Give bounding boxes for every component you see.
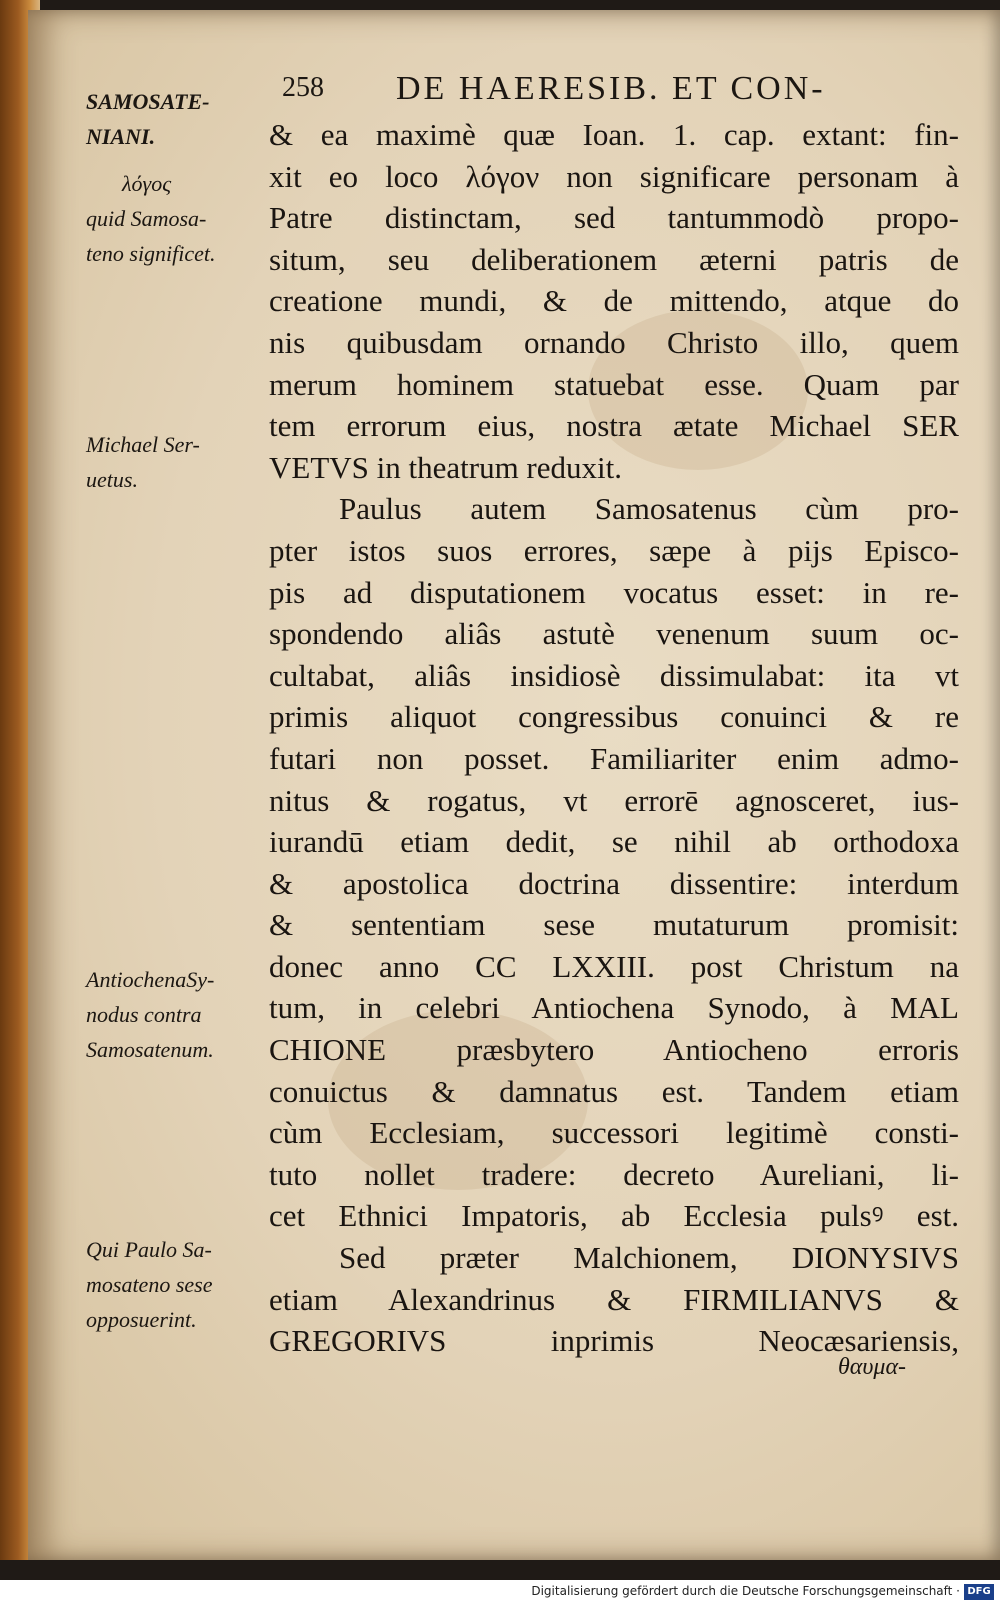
margin-note-line: Michael Ser- (86, 432, 200, 457)
text-line: etiam Alexandrinus & FIRMILIANVS & (269, 1281, 959, 1317)
text-line: CHIONE præsbytero Antiocheno erroris (269, 1032, 959, 1068)
digitization-footer (0, 1580, 1000, 1605)
text-line: & sententiam sese mutaturum promisit: (269, 907, 959, 943)
margin-note-line: NIANI. (86, 124, 156, 149)
margin-note-line: Qui Paulo Sa- (86, 1237, 212, 1262)
margin-note-line: quid Samosa- (86, 206, 207, 231)
text-line-paragraph-start: Sed præter Malchionem, DIONYSIVS (339, 1240, 959, 1276)
margin-note-line: teno significet. (86, 241, 216, 266)
text-line: donec anno CC LXXIII. post Christum na (269, 948, 959, 984)
text-line: cultabat, aliâs insidiosè dissimulabat: ita vt (269, 657, 959, 693)
text-line: xit eo loco λόγον non significare personam à (269, 158, 959, 194)
text-line: GREGORIVS inprimis Neocæsariensis, (269, 1323, 959, 1359)
text-line: pis ad disputationem vocatus esset: in re- (269, 574, 959, 610)
dfg-logo: DFG (964, 1584, 994, 1600)
text-line: primis aliquot congressibus conuinci & re (269, 699, 959, 735)
text-line: nitus & rogatus, vt errorē agnosceret, ius- (269, 782, 959, 818)
text-line: merum hominem statuebat esse. Quam par (269, 366, 959, 402)
margin-note-line: mosateno sese (86, 1272, 213, 1297)
text-line: tem errorum eius, nostra ætate Michael SER (269, 408, 959, 444)
running-title: DE HAERESIB. ET CON- (396, 70, 826, 107)
text-line: pter istos suos errores, sæpe à pijs Episco- (269, 532, 959, 568)
catchword: θαυμα- (838, 1354, 907, 1380)
text-line: & apostolica doctrina dissentire: interdum (269, 865, 959, 901)
book-page (28, 10, 1000, 1560)
margin-note-line: opposuerint. (86, 1307, 197, 1332)
text-line: futari non posset. Familiariter enim admo- (269, 740, 959, 776)
funding-credit: Digitalisierung gefördert durch die Deutsche Forschungsgemeinschaft · (531, 1584, 960, 1598)
text-line: Patre distinctam, sed tantummodò propo- (269, 200, 959, 236)
text-line: cùm Ecclesiam, successori legitimè consti- (269, 1115, 959, 1151)
margin-note-line: AntiochenaSy- (86, 967, 215, 992)
text-line: situm, seu deliberationem æterni patris de (269, 241, 959, 277)
text-line: nis quibusdam ornando Christo illo, quem (269, 324, 959, 360)
text-line: cet Ethnici Impatoris, ab Ecclesia pulsꝰ est. (269, 1198, 959, 1234)
text-line: iurandū etiam dedit, se nihil ab orthodoxa (269, 824, 959, 860)
margin-note-samosateniani (86, 84, 286, 154)
margin-note-line: uetus. (86, 467, 138, 492)
marginalia-column (86, 82, 286, 1382)
margin-note-line: nodus contra (86, 1002, 202, 1027)
text-line: spondendo aliâs astutè venenum suum oc- (269, 616, 959, 652)
text-line: VETVS in theatrum reduxit. (269, 449, 622, 485)
margin-note-opponents (86, 1232, 286, 1337)
text-line-paragraph-start: Paulus autem Samosatenus cùm pro- (339, 491, 959, 527)
margin-note-michael-servetus (86, 427, 286, 497)
text-line: & ea maximè quæ Ioan. 1. cap. extant: fin- (269, 117, 959, 152)
main-text-block (269, 114, 959, 1362)
text-line: creatione mundi, & de mittendo, atque do (269, 283, 959, 319)
margin-note-antiochena-synodus (86, 962, 286, 1067)
margin-note-line: λόγος (122, 171, 172, 196)
text-line: tum, in celebri Antiochena Synodo, à MAL (269, 990, 959, 1026)
page-number: 258 (282, 72, 324, 103)
text-line: tuto nollet tradere: decreto Aureliani, li- (269, 1156, 959, 1192)
margin-note-logos (86, 166, 286, 271)
margin-note-line: Samosatenum. (86, 1037, 214, 1062)
margin-note-line: SAMOSATE- (86, 89, 210, 114)
text-line: conuictus & damnatus est. Tandem etiam (269, 1073, 959, 1109)
